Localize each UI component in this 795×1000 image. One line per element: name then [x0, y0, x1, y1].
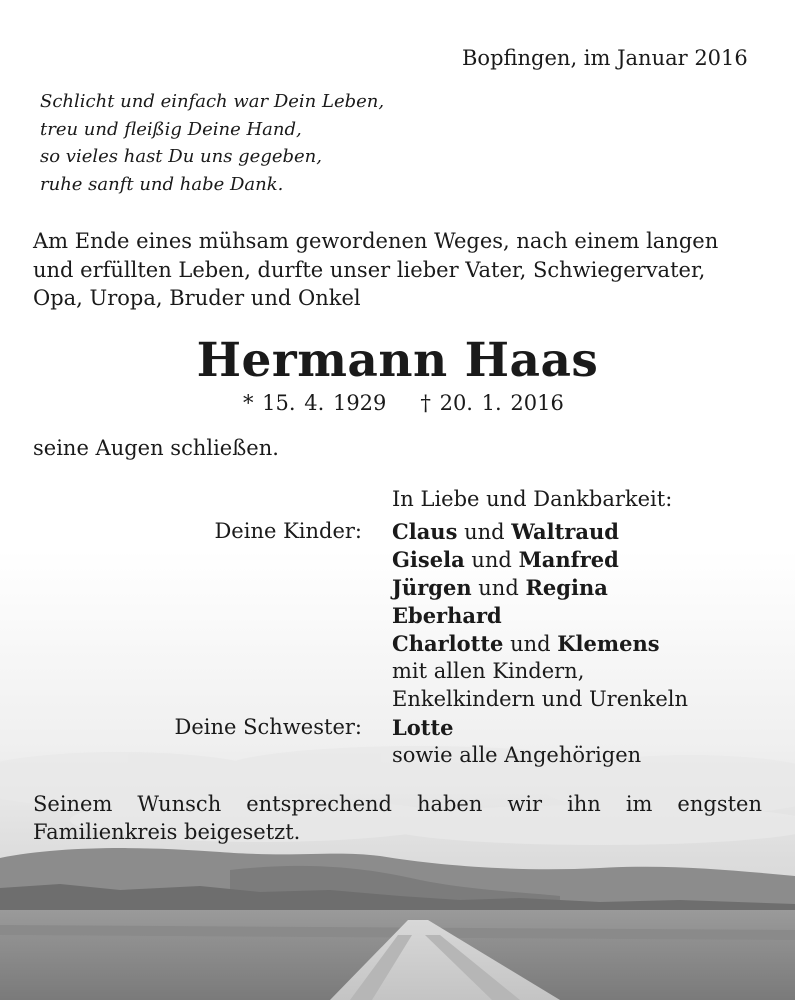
child-name: Eberhard [392, 603, 502, 628]
child-couple [392, 547, 619, 572]
intro-line: Am Ende eines mühsam gewordenen Weges, nach einem langen [33, 229, 719, 253]
child-name: Charlotte [392, 631, 504, 656]
burial-word: ihn [567, 792, 601, 816]
deceased-name: Hermann Haas [196, 333, 599, 388]
burial-word: wir [507, 792, 543, 816]
sister-name: Lotte [392, 715, 454, 740]
children-extra-line: Enkelkindern und Urenkeln [392, 687, 689, 711]
child-couple [392, 519, 619, 544]
burial-word: Seinem [33, 792, 113, 816]
child-name: Gisela [392, 547, 465, 572]
partner-name: Manfred [518, 547, 619, 572]
child-couple [392, 631, 660, 656]
life-dates [243, 391, 564, 415]
burial-word: im [625, 792, 653, 816]
and-word: und [464, 520, 505, 544]
intro-line: Opa, Uropa, Bruder und Onkel [33, 286, 361, 311]
gratitude-heading: In Liebe und Dankbarkeit: [392, 487, 673, 511]
burial-line-justified [33, 790, 762, 818]
partner-name: Regina [525, 575, 608, 600]
motto-line: ruhe sanft und habe Dank. [40, 173, 284, 195]
death-date: † 20. 1. 2016 [420, 391, 564, 415]
partner-name: Klemens [557, 631, 660, 656]
child-single [392, 603, 502, 628]
motto-line: treu und fleißig Deine Hand, [40, 118, 302, 140]
place-and-date: Bopfingen, im Januar 2016 [462, 46, 748, 70]
sister-name-line [392, 715, 454, 740]
motto-line: Schlicht und einfach war Dein Leben, [40, 91, 385, 112]
closing-eyes-text: seine Augen schließen. [33, 436, 279, 460]
and-word: und [471, 548, 512, 572]
burial-word: engsten [677, 792, 762, 816]
and-word: und [478, 576, 519, 600]
children-label: Deine Kinder: [214, 519, 362, 543]
motto-poem [40, 88, 384, 198]
burial-word: Wunsch [137, 792, 222, 816]
intro-text [33, 227, 718, 313]
motto-line: so vieles hast Du uns gegeben, [40, 146, 322, 167]
sister-label: Deine Schwester: [174, 715, 362, 739]
relatives-line: sowie alle Angehörigen [392, 743, 642, 767]
burial-line: Familienkreis beigesetzt. [33, 820, 301, 844]
children-extra-line: mit allen Kindern, [392, 659, 585, 683]
birth-date: * 15. 4. 1929 [243, 391, 387, 415]
child-name: Claus [392, 519, 458, 544]
partner-name: Waltraud [511, 519, 619, 544]
burial-word: haben [416, 792, 483, 816]
child-name: Jürgen [392, 575, 472, 600]
burial-note [33, 790, 762, 846]
child-couple [392, 575, 608, 600]
intro-line: und erfüllten Leben, durfte unser lieber Vater, Schwiegervater, [33, 257, 706, 282]
burial-word: entsprechend [246, 792, 392, 816]
and-word: und [510, 632, 551, 656]
